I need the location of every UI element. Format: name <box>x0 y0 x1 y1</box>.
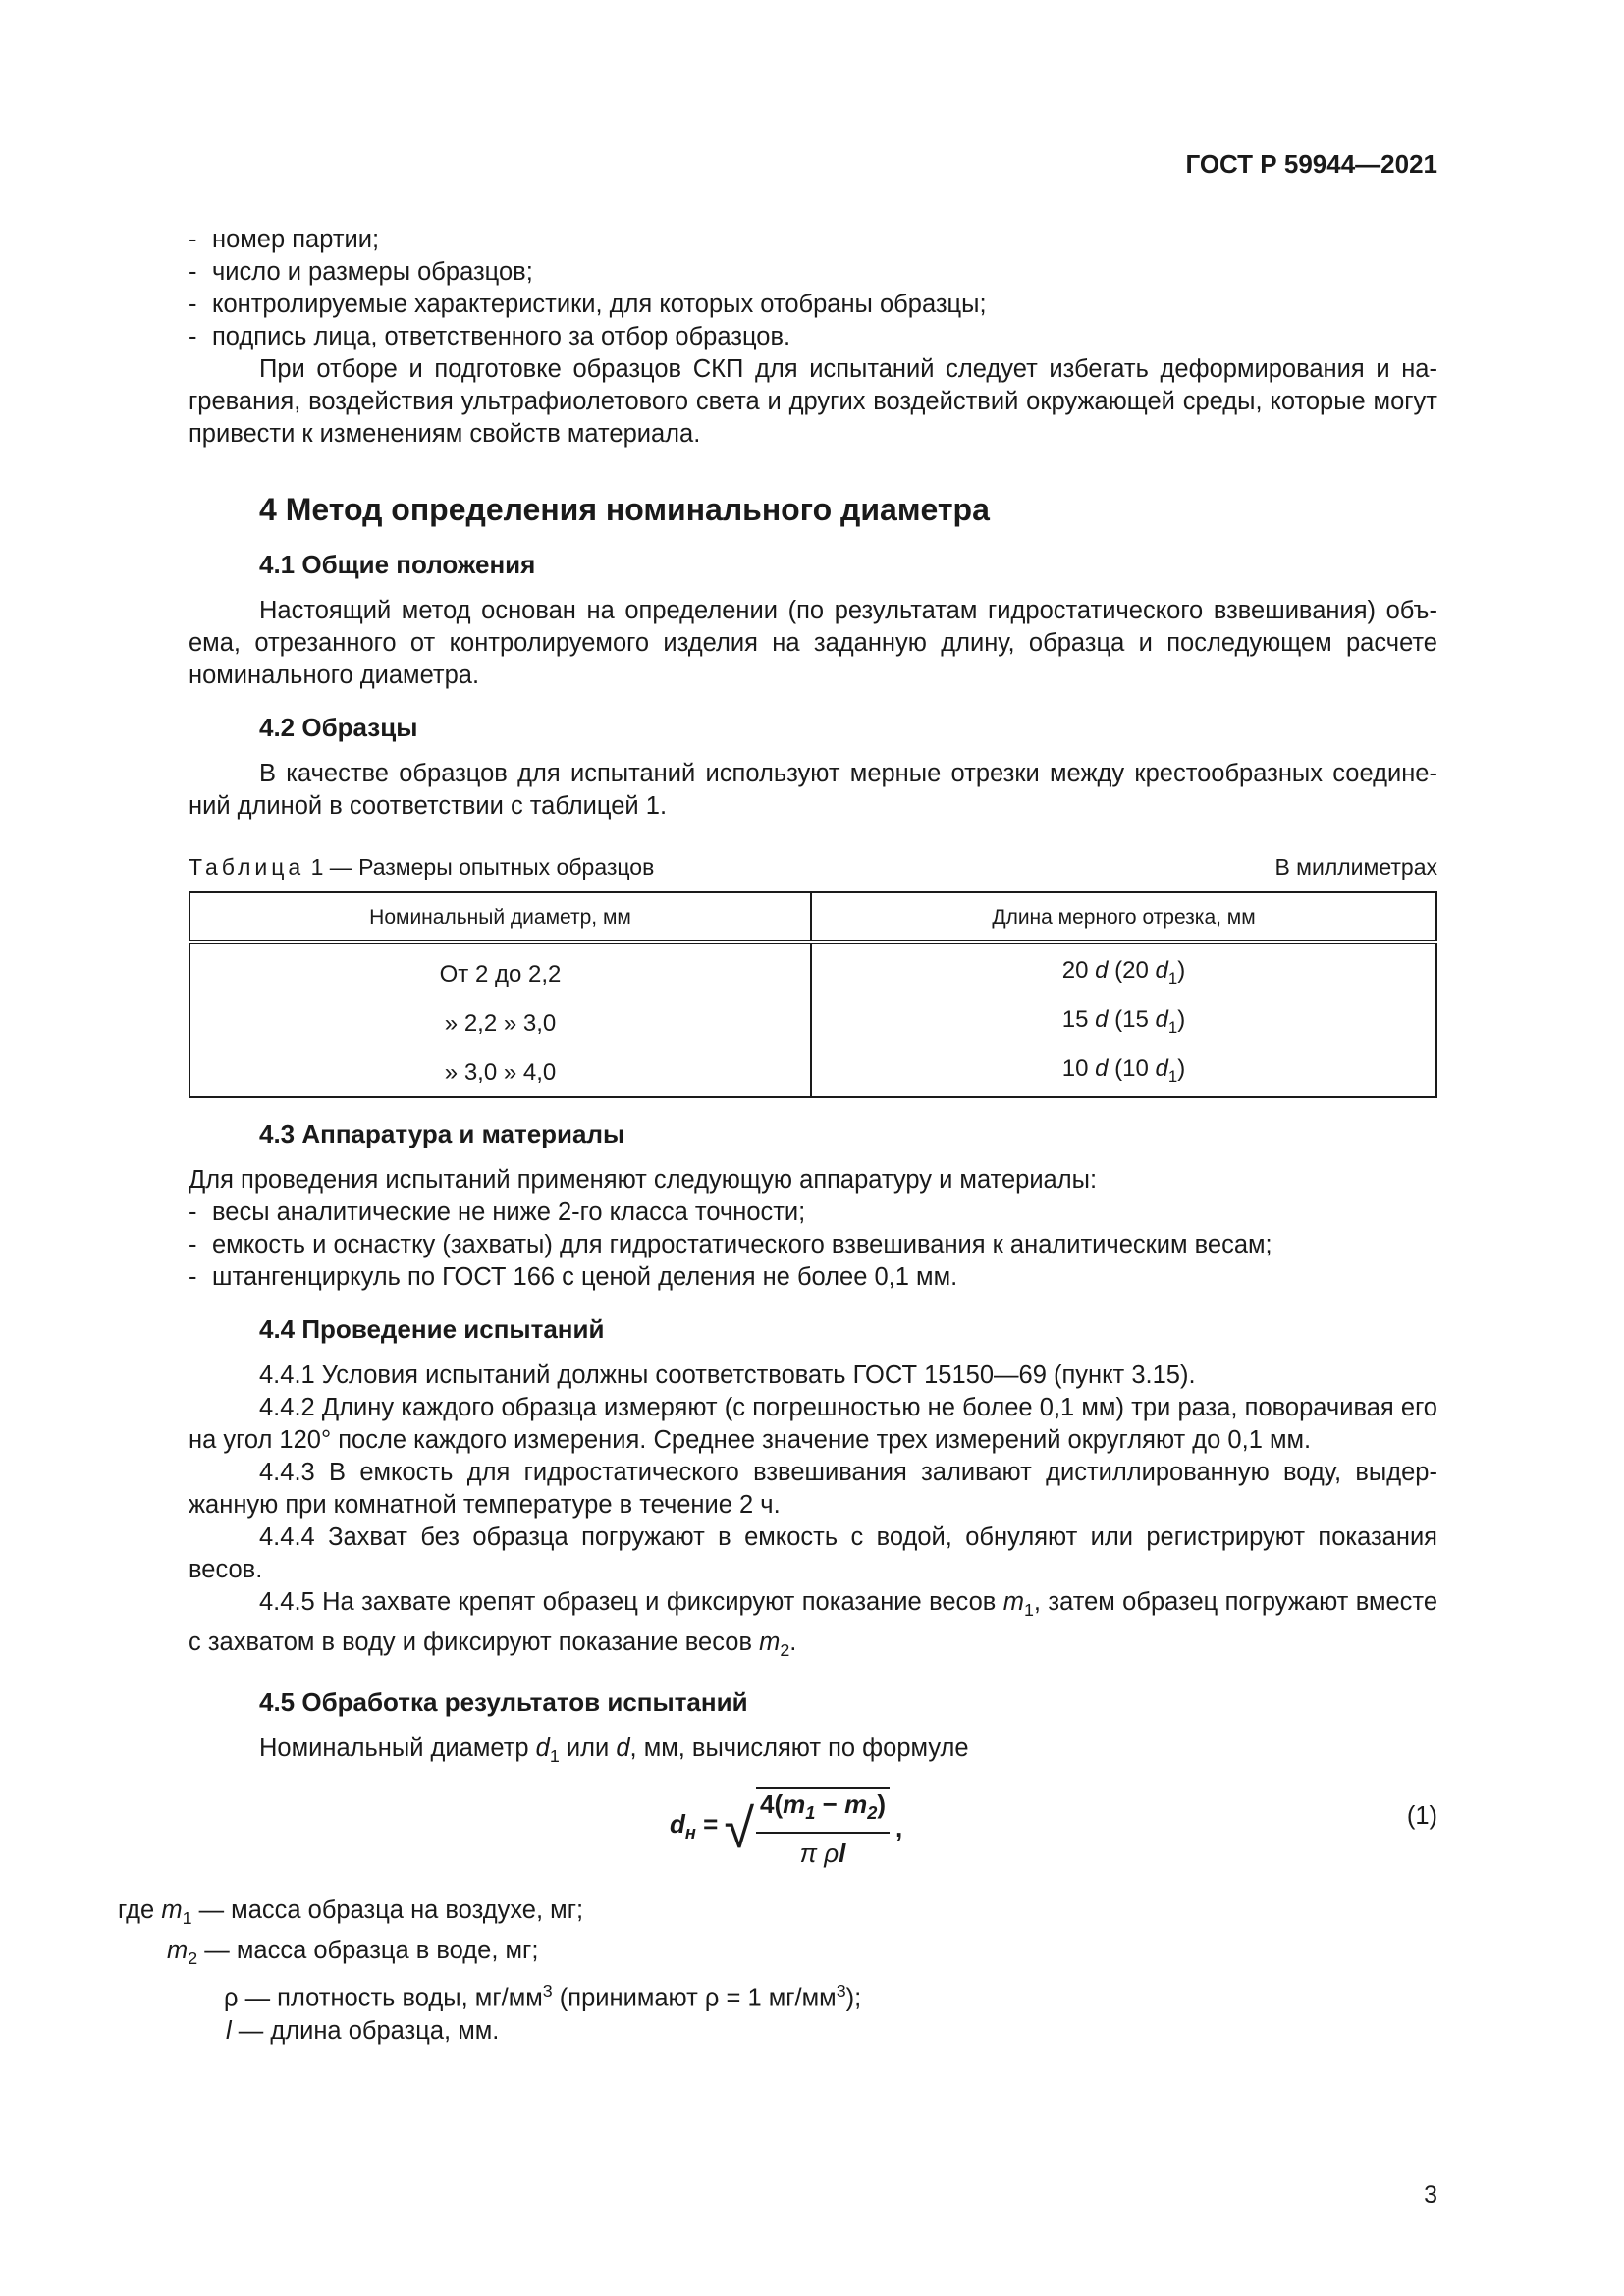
list-item: - контролируемые характеристики, для которых отобраны образцы; <box>189 291 987 318</box>
table-cell: От 2 до 2,2 <box>189 942 811 998</box>
paragraph-4-4-1: 4.4.1 Условия испытаний должны соответствовать ГОСТ 15150—69 (пункт 3.15). <box>259 1362 1196 1389</box>
paragraph-4-4-5: 4.4.5 На захвате крепят образец и фиксируют показание весов $m_1$, затем образец погружают вместе с захватом в воду и фиксируют показание весов $m_2$. <box>189 1588 1438 1661</box>
page-content <box>118 224 1438 2048</box>
table-title: Таблица 1 — Размеры опытных образцов <box>189 854 655 880</box>
formula-denominator: π ρl <box>799 1839 846 1869</box>
column-header: Номинальный диаметр, мм <box>189 892 811 942</box>
paragraph-4-1: Настоящий метод основан на определении (по результатам гидростатического взвешивания) объема, отрезанного от контролируемого изделия на заданную длину, образца и последующем расчете номинального диаметра. <box>189 597 1437 689</box>
formula-numerator: $4(m_1 - m_2)$ <box>756 1787 890 1834</box>
paragraph-4-5-intro: Номинальный диаметр $d_1$ или d, мм, вычисляют по формуле <box>259 1735 969 1767</box>
formula-legend <box>118 1895 1437 2048</box>
paragraph-4-2: В качестве образцов для испытаний используют мерные отрезки между крестообразных соединений длиной в соответствии с таблицей 1. <box>189 760 1437 820</box>
subsection-title-4-4: 4.4 Проведение испытаний <box>259 1314 605 1344</box>
formula-number: (1) <box>1406 1802 1437 1831</box>
legend-item: $m_2$ — масса образца в воде, мг; <box>167 1937 539 1969</box>
table-caption <box>189 852 1437 881</box>
subsection-title-4-2: 4.2 Образцы <box>259 713 418 742</box>
list-item: - емкость и оснастку (захваты) для гидростатического взвешивания к аналитическим весам; <box>189 1231 1272 1258</box>
sample-size-table <box>189 891 1437 1098</box>
subsection-title-4-3: 4.3 Аппаратура и материалы <box>259 1119 625 1148</box>
intro-paragraph: При отборе и подготовке образцов СКП для испытаний следует избегать деформирования и нагревания, воздействия ультрафиолетового света и других воздействий окружающей среды, которые могут привести к изменениям свойств материала. <box>189 355 1437 448</box>
section-title: 4 Метод определения номинального диаметра <box>259 492 990 527</box>
table-header-row <box>189 892 1436 942</box>
paragraph-4-4-3: 4.4.3 В емкость для гидростатического взвешивания заливают дистиллированную воду, выдержанную при комнатной температуре в течение 2 ч. <box>189 1459 1437 1519</box>
list-item: - номер партии; <box>189 226 380 253</box>
equipment-list <box>189 1197 1437 1294</box>
document-code: ГОСТ Р 59944—2021 <box>1185 149 1437 179</box>
table-cell: 10 d (10 $d_1$) <box>1061 1054 1186 1086</box>
table-cell: » 3,0 » 4,0 <box>189 1047 811 1097</box>
column-header: Длина мерного отрезка, мм <box>811 892 1436 942</box>
legend-item: ρ — плотность воды, $мг/мм^3$ (принимают ρ = 1 $мг/мм^3$); <box>224 1981 862 2012</box>
square-root-symbol: √ <box>724 1796 755 1859</box>
table-row <box>189 998 1436 1047</box>
diameter-formula: $d_н$ = √ $\frac{4(m_1 - m_2)}{\text{π ρl}}$ , <box>670 1787 902 1870</box>
table-row <box>189 1047 1436 1097</box>
paragraph-4-3-intro: Для проведения испытаний применяют следующую аппаратуру и материалы: <box>189 1166 1098 1194</box>
table-cell: 15 d (15 $d_1$) <box>1061 1005 1186 1037</box>
page-number: 3 <box>1424 2181 1437 2209</box>
legend-item: l — длина образца, мм. <box>226 2016 500 2045</box>
table-row <box>189 942 1436 998</box>
legend-item: где $m_1$ — масса образца на воздухе, мг; <box>118 1896 584 1929</box>
paragraph-4-4-2: 4.4.2 Длину каждого образца измеряют (с погрешностью не более 0,1 мм) три раза, поворачивая его на угол 120° после каждого измерения. Среднее значение трех измерений округляют до 0,1 мм. <box>189 1394 1437 1454</box>
list-item: - весы аналитические не ниже 2-го класса точности; <box>189 1199 806 1226</box>
list-item: - штангенциркуль по ГОСТ 166 с ценой деления не более 0,1 мм. <box>189 1263 958 1291</box>
paragraph-4-4-4: 4.4.4 Захват без образца погружают в емкость с водой, обнуляют или регистрируют показания весов. <box>189 1523 1437 1583</box>
table-cell: » 2,2 » 3,0 <box>189 998 811 1047</box>
intro-list <box>189 224 1437 353</box>
table-units: В миллиметрах <box>1274 854 1437 880</box>
formula-fraction <box>756 1787 890 1870</box>
subsection-title-4-5: 4.5 Обработка результатов испытаний <box>259 1687 748 1718</box>
list-item: - число и размеры образцов; <box>189 258 533 286</box>
subsection-title-4-1: 4.1 Общие положения <box>259 550 536 579</box>
list-item: - подпись лица, ответственного за отбор образцов. <box>189 323 791 350</box>
table-cell: 20 d (20 $d_1$) <box>1061 956 1186 988</box>
formula-row <box>189 1787 1437 1885</box>
